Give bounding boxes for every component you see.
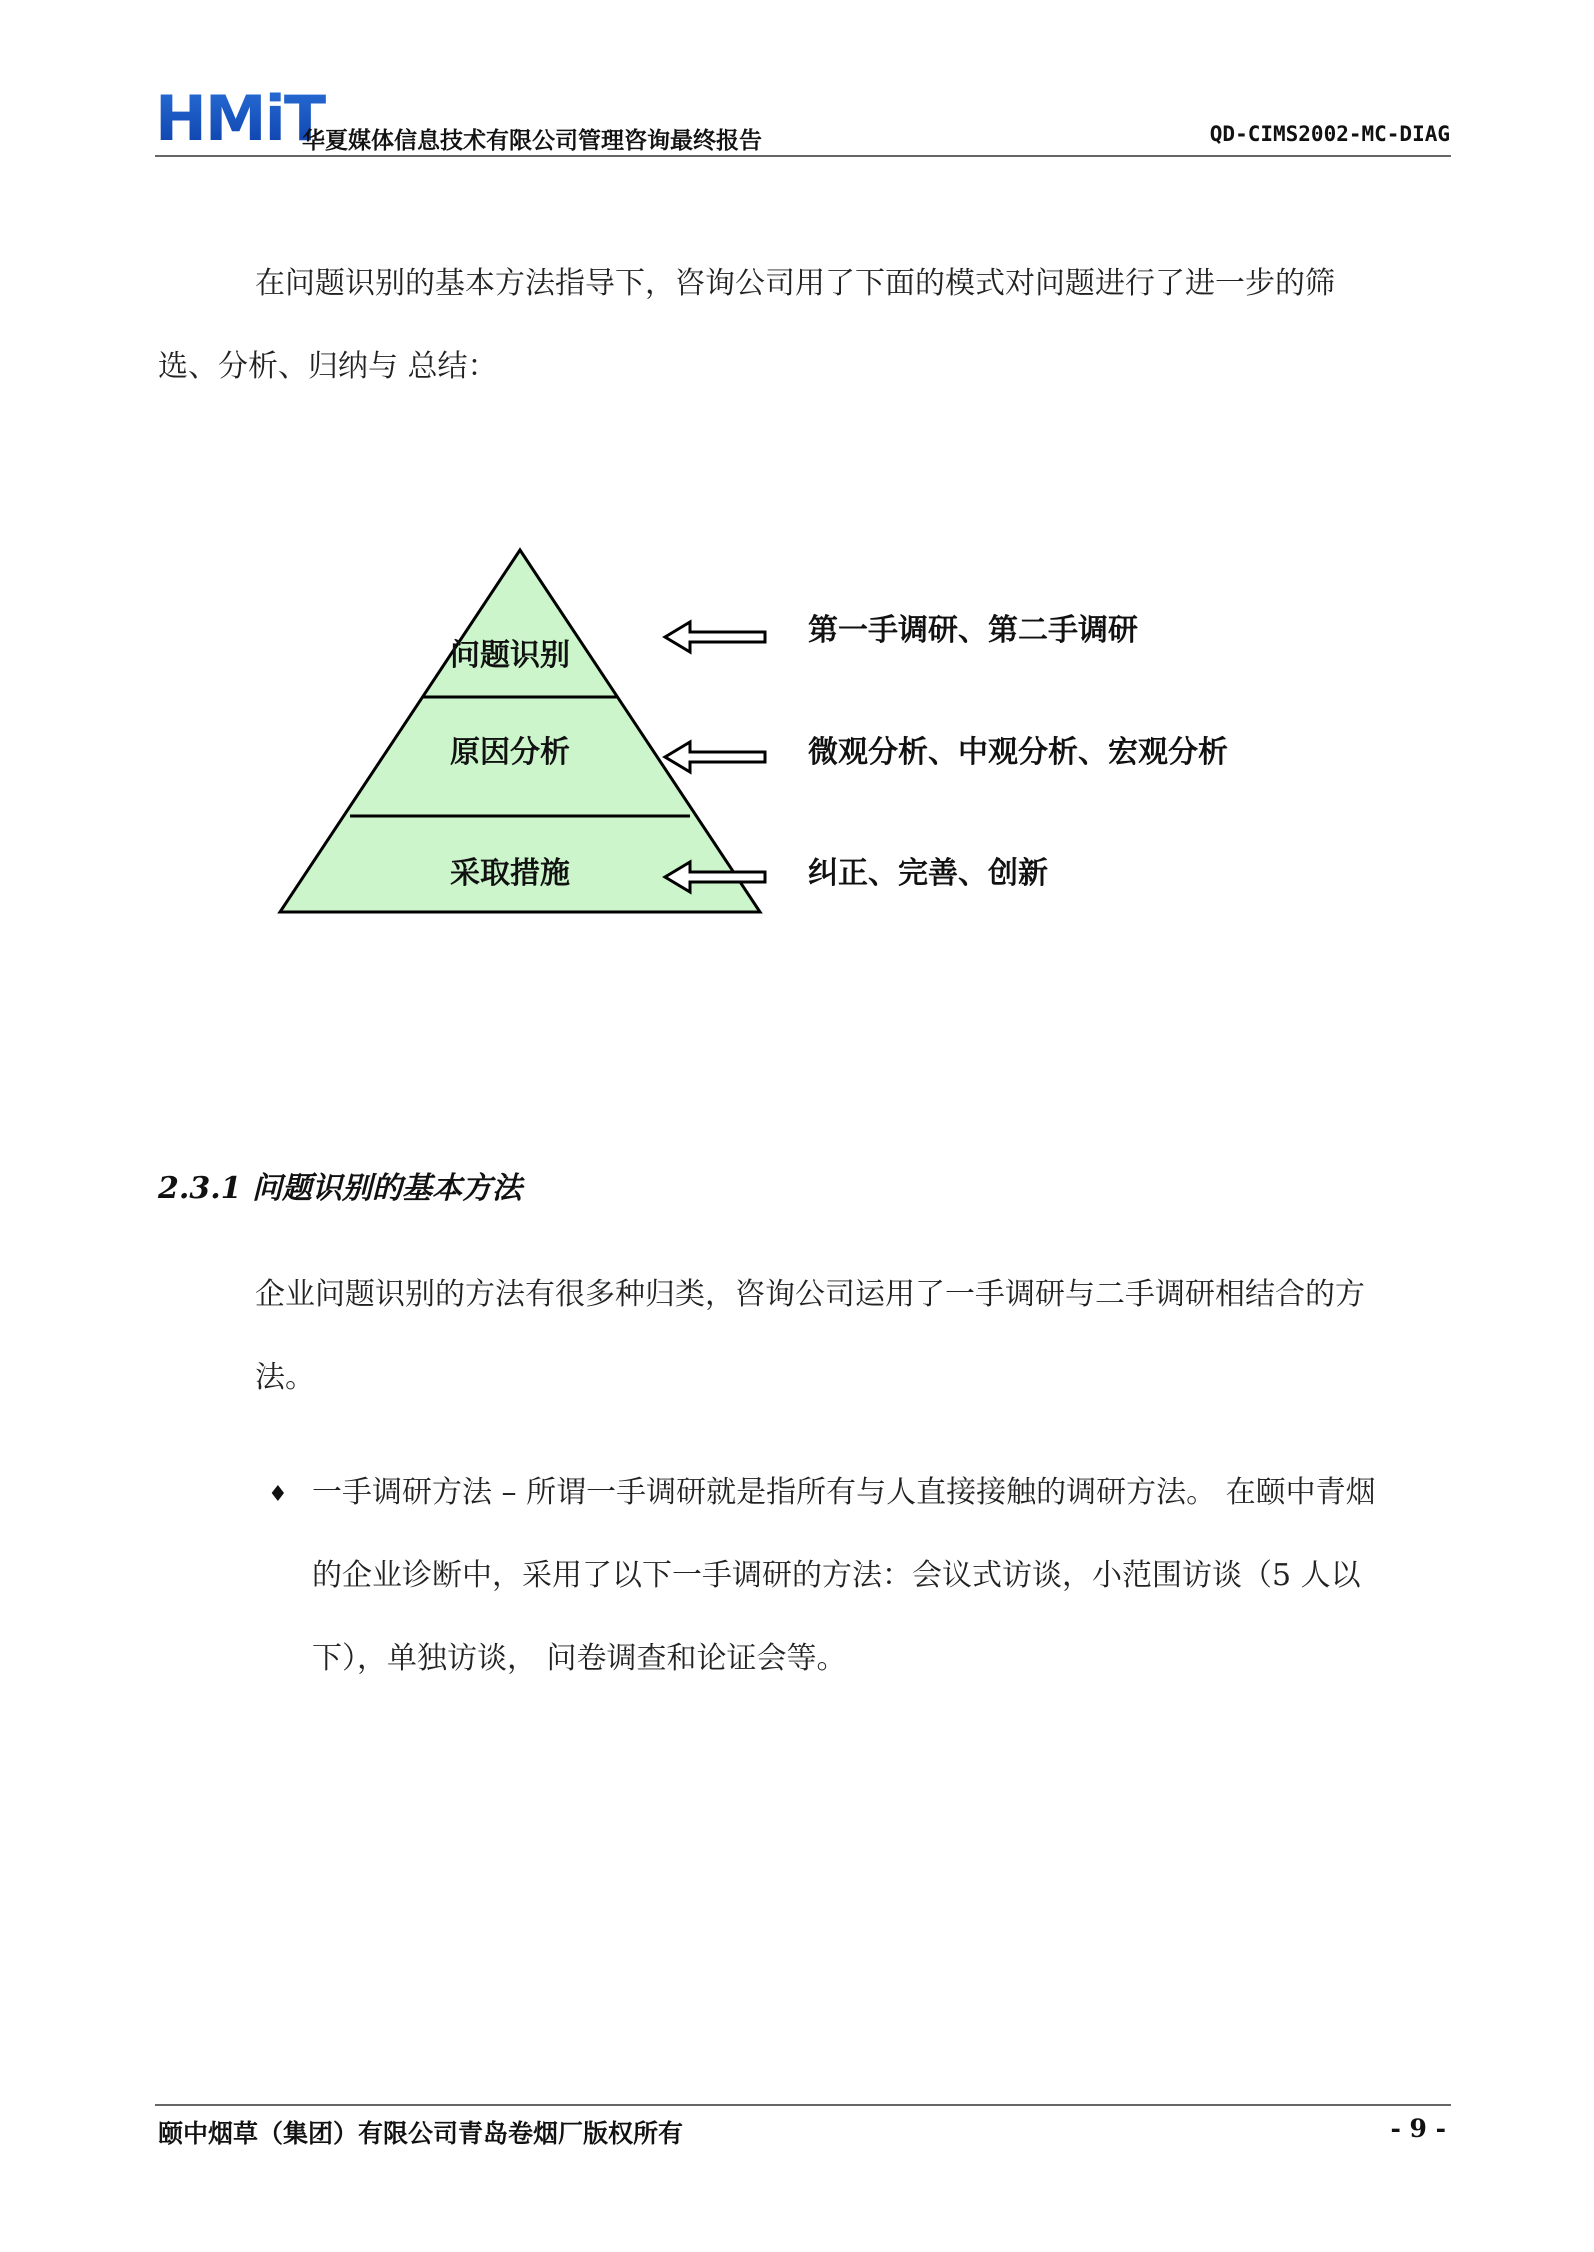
footer-divider (155, 2104, 1451, 2106)
intro-line-1: 在问题识别的基本方法指导下，咨询公司用了下面的模式对问题进行了进一步的筛 (255, 266, 1335, 301)
pyramid-level-3-label: 采取措施 (450, 856, 570, 891)
company-logo (155, 82, 325, 155)
left-arrow-icon (665, 742, 765, 772)
page-number: - 9 - (1390, 2114, 1446, 2143)
bullet-diamond-icon: ♦ (268, 1482, 288, 1507)
left-arrow-icon (665, 622, 765, 652)
bullet-line-1: 一手调研方法 – 所谓一手调研就是指所有与人直接接触的调研方法。 在颐中青烟 (312, 1475, 1376, 1510)
pyramid-level-2-label: 原因分析 (450, 735, 570, 770)
bullet-line-3: 下），单独访谈， 问卷调查和论证会等。 (312, 1641, 847, 1676)
svg-text:HMiT: HMiT (155, 82, 325, 155)
header-doc-code: QD-CIMS2002-MC-DIAG (1209, 122, 1450, 146)
pyramid-level-1-label: 问题识别 (450, 638, 570, 673)
problem-pyramid-diagram (270, 540, 1290, 930)
header-divider (155, 155, 1451, 157)
pyramid-level-1-description: 第一手调研、第二手调研 (808, 613, 1138, 648)
section-heading: 2.3.1 问题识别的基本方法 (158, 1171, 522, 1206)
bullet-line-2: 的企业诊断中，采用了以下一手调研的方法：会议式访谈，小范围访谈（5 人以 (312, 1558, 1361, 1593)
intro-line-2: 选、分析、归纳与 总结： (158, 349, 498, 384)
pyramid-level-2-description: 微观分析、中观分析、宏观分析 (808, 735, 1228, 770)
pyramid-level-3-description: 纠正、完善、创新 (808, 856, 1048, 891)
section-para-line-1: 企业问题识别的方法有很多种归类，咨询公司运用了一手调研与二手调研相结合的方 (255, 1277, 1365, 1312)
footer-copyright: 颐中烟草（集团）有限公司青岛卷烟厂版权所有 (158, 2119, 684, 2148)
header-company-title: 华夏媒体信息技术有限公司管理咨询最终报告 (302, 128, 762, 154)
section-para-line-2: 法。 (255, 1360, 315, 1395)
